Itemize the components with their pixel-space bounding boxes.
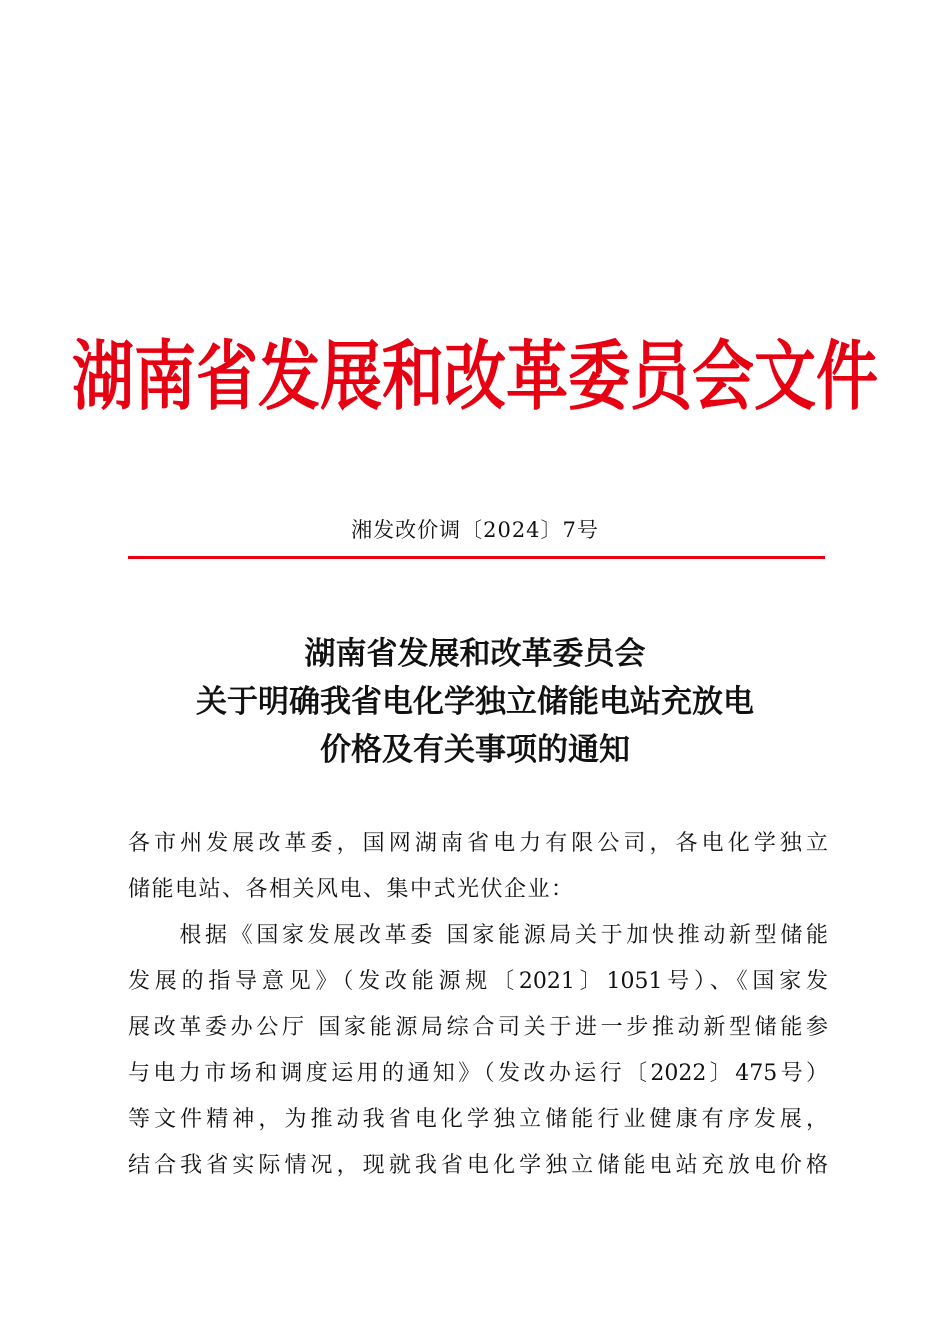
document-number: 湘发改价调〔2024〕7号 [351,518,599,542]
body-text [128,821,828,1189]
title-line: 关于明确我省电化学独立储能电站充放电 [196,684,754,720]
title-line: 价格及有关事项的通知 [320,732,630,768]
body-line: 发展的指导意见》（发改能源规〔2021〕1051号）、《国家发 [128,969,828,994]
body-line: 等文件精神，为推动我省电化学独立储能行业健康有序发展， [128,1107,828,1132]
masthead-title: 湖南省发展和改革委员会文件 [71,331,878,421]
red-divider-line [128,556,825,559]
body-line: 展改革委办公厅 国家能源局综合司关于进一步推动新型储能参 [128,1015,828,1040]
body-line: 根据《国家发展改革委 国家能源局关于加快推动新型储能 [128,923,828,948]
title-line: 湖南省发展和改革委员会 [304,636,646,672]
body-line: 各市州发展改革委，国网湖南省电力有限公司，各电化学独立 [128,831,828,856]
body-line: 与电力市场和调度运用的通知》（发改办运行〔2022〕475号） [128,1061,828,1086]
body-line: 结合我省实际情况，现就我省电化学独立储能电站充放电价格 [128,1153,828,1178]
body-line: 储能电站、各相关风电、集中式光伏企业： [128,877,575,902]
notice-title [0,630,950,774]
